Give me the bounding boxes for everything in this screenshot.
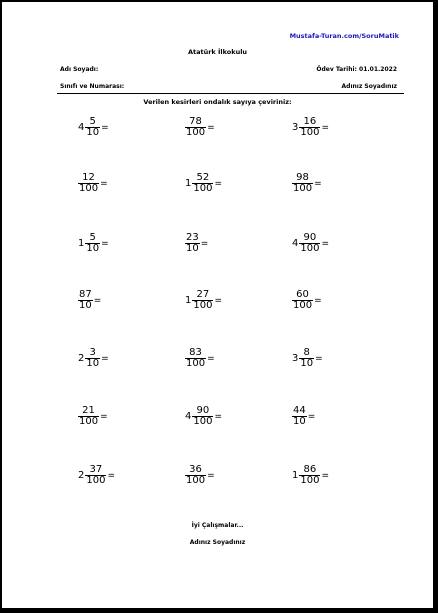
fraction bbox=[292, 406, 307, 427]
equals-sign: = bbox=[107, 470, 116, 481]
fraction bbox=[185, 465, 206, 486]
denominator: 10 bbox=[79, 300, 92, 311]
numerator: 21 bbox=[82, 405, 95, 416]
equals-sign: = bbox=[100, 178, 108, 189]
fraction-problem bbox=[78, 233, 109, 254]
whole-number: 3 bbox=[292, 353, 299, 364]
fraction-problem bbox=[292, 117, 329, 138]
denominator: 100 bbox=[186, 358, 206, 369]
denominator: 100 bbox=[300, 243, 320, 254]
fraction-problem bbox=[185, 117, 215, 138]
header-divider bbox=[57, 93, 404, 94]
fraction-problem bbox=[78, 465, 115, 486]
numerator: 27 bbox=[196, 289, 210, 300]
footer-wish: İyi Çalışmalar... bbox=[191, 522, 244, 529]
numerator: 8 bbox=[303, 347, 310, 358]
equals-sign: = bbox=[315, 353, 323, 364]
numerator: 44 bbox=[293, 405, 306, 416]
whole-number: 1 bbox=[185, 178, 192, 189]
fraction bbox=[85, 348, 100, 369]
numerator: 90 bbox=[196, 405, 210, 416]
numerator: 23 bbox=[186, 232, 199, 243]
fraction bbox=[192, 406, 213, 427]
equals-sign: = bbox=[200, 238, 209, 249]
fraction-problem bbox=[185, 465, 215, 486]
numerator: 86 bbox=[303, 464, 317, 475]
fraction-problem bbox=[78, 406, 108, 427]
fraction-problem bbox=[185, 348, 215, 369]
numerator: 83 bbox=[189, 347, 202, 358]
site-link[interactable]: Mustafa-Turan.com/SoruMatik bbox=[289, 32, 399, 40]
fraction-problem bbox=[78, 117, 109, 138]
equals-sign: = bbox=[321, 470, 330, 481]
worksheet-page bbox=[2, 2, 433, 608]
fraction bbox=[85, 465, 106, 486]
fraction bbox=[78, 173, 99, 194]
whole-number: 4 bbox=[78, 122, 85, 133]
fraction bbox=[192, 173, 213, 194]
school-name: Atatürk İlkokulu bbox=[187, 48, 248, 56]
numerator: 3 bbox=[89, 347, 96, 358]
numerator: 16 bbox=[303, 116, 317, 127]
numerator: 5 bbox=[89, 232, 96, 243]
numerator: 52 bbox=[196, 172, 210, 183]
equals-sign: = bbox=[314, 295, 322, 306]
fraction-problem bbox=[292, 406, 315, 427]
fraction-problem bbox=[292, 290, 322, 311]
equals-sign: = bbox=[101, 122, 109, 133]
fraction bbox=[185, 233, 200, 254]
whole-number: 2 bbox=[78, 353, 85, 364]
numerator: 37 bbox=[89, 464, 103, 475]
footer-signature: Adınız Soyadınız bbox=[189, 539, 246, 546]
fraction-problem bbox=[78, 348, 109, 369]
numerator: 98 bbox=[296, 172, 309, 183]
denominator: 10 bbox=[86, 243, 100, 254]
whole-number: 2 bbox=[78, 470, 85, 481]
fraction bbox=[78, 290, 93, 311]
whole-number: 4 bbox=[185, 411, 192, 422]
numerator: 5 bbox=[89, 116, 96, 127]
denominator: 100 bbox=[186, 127, 206, 138]
fraction-problem bbox=[185, 173, 222, 194]
denominator: 10 bbox=[293, 416, 306, 427]
denominator: 100 bbox=[79, 416, 99, 427]
name-label: Adı Soyadı: bbox=[60, 66, 99, 73]
fraction bbox=[78, 406, 99, 427]
denominator: 10 bbox=[300, 358, 314, 369]
denominator: 10 bbox=[186, 243, 199, 254]
fraction-problem bbox=[185, 406, 222, 427]
whole-number: 3 bbox=[292, 122, 299, 133]
fraction-problem bbox=[292, 348, 323, 369]
fraction-problem bbox=[78, 290, 101, 311]
equals-sign: = bbox=[314, 178, 322, 189]
fraction bbox=[292, 173, 313, 194]
fraction bbox=[299, 233, 320, 254]
denominator: 100 bbox=[193, 416, 213, 427]
denominator: 100 bbox=[293, 183, 313, 194]
denominator: 100 bbox=[86, 475, 106, 486]
whole-number: 1 bbox=[185, 295, 192, 306]
fraction bbox=[299, 465, 320, 486]
equals-sign: = bbox=[207, 353, 215, 364]
equals-sign: = bbox=[214, 178, 223, 189]
equals-sign: = bbox=[100, 411, 108, 422]
numerator: 36 bbox=[189, 464, 202, 475]
fraction bbox=[192, 290, 213, 311]
numerator: 12 bbox=[82, 172, 95, 183]
denominator: 100 bbox=[186, 475, 206, 486]
whole-number: 1 bbox=[78, 238, 85, 249]
fraction bbox=[85, 233, 100, 254]
whole-number: 1 bbox=[292, 470, 299, 481]
denominator: 100 bbox=[300, 127, 320, 138]
equals-sign: = bbox=[207, 470, 215, 481]
equals-sign: = bbox=[307, 411, 316, 422]
fraction bbox=[185, 348, 206, 369]
equals-sign: = bbox=[214, 411, 223, 422]
fraction-problem bbox=[78, 173, 108, 194]
equals-sign: = bbox=[214, 295, 223, 306]
equals-sign: = bbox=[93, 295, 102, 306]
date-label: Ödev Tarihi: 01.01.2022 bbox=[316, 66, 397, 73]
whole-number: 4 bbox=[292, 238, 299, 249]
equals-sign: = bbox=[207, 122, 215, 133]
denominator: 100 bbox=[79, 183, 99, 194]
fraction-problem bbox=[292, 465, 329, 486]
fraction bbox=[292, 290, 313, 311]
equals-sign: = bbox=[101, 353, 109, 364]
numerator: 78 bbox=[189, 116, 202, 127]
denominator: 100 bbox=[300, 475, 320, 486]
fraction-problem bbox=[185, 233, 208, 254]
fraction-problem bbox=[292, 233, 329, 254]
numerator: 60 bbox=[296, 289, 309, 300]
fraction bbox=[299, 117, 320, 138]
instructions: Verilen kesirleri ondalık sayıya çeviriniz: bbox=[143, 98, 292, 106]
equals-sign: = bbox=[321, 122, 330, 133]
denominator: 10 bbox=[86, 127, 100, 138]
class-label: Sınıfı ve Numarası: bbox=[60, 83, 125, 90]
numerator: 90 bbox=[303, 232, 317, 243]
fraction-problem bbox=[292, 173, 322, 194]
denominator: 10 bbox=[86, 358, 100, 369]
fraction bbox=[299, 348, 314, 369]
numerator: 87 bbox=[79, 289, 92, 300]
equals-sign: = bbox=[321, 238, 330, 249]
denominator: 100 bbox=[193, 300, 213, 311]
fraction-problem bbox=[185, 290, 222, 311]
denominator: 100 bbox=[193, 183, 213, 194]
teacher-label: Adınız Soyadınız bbox=[341, 83, 397, 90]
fraction bbox=[85, 117, 100, 138]
fraction bbox=[185, 117, 206, 138]
equals-sign: = bbox=[101, 238, 109, 249]
denominator: 100 bbox=[293, 300, 313, 311]
